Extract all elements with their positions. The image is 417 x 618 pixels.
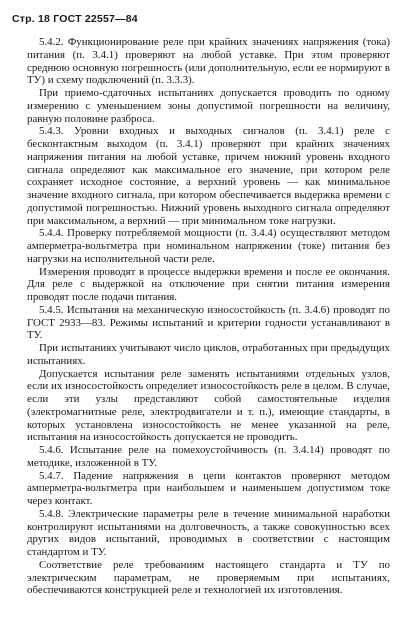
paragraph-acceptance-tests: При приемо-сдаточных испытаниях допускается проводить по одному измерению с уменьшением зоны допустимой погрешности на величину, равную половине разброса. (27, 87, 390, 125)
paragraph-cycles: При испытаниях учитывают число циклов, отработанных при предыдущих испытаниях. (27, 342, 390, 367)
paragraph-measurements: Измерения проводят в процессе выдержки времени и после ее окончания. Для реле с выдержкой на отключение при снятии питания измерения проводят после подачи питания. (27, 265, 390, 303)
paragraph-5-4-2: 5.4.2. Функционирование реле при крайних значениях напряжения (тока) питания (п. 3.4.1) проверяют на любой уставке. При этом проверяют среднюю основную погрешность (или дополнительную, если ее нормируют в ТУ) и схему подключений (п. 3.3.3). (27, 36, 390, 87)
paragraph-5-4-7: 5.4.7. Падение напряжения в цепи контактов проверяют методом амперметра-вольтметра при наибольшем и наименьшем допустимом токе через контакт. (27, 469, 390, 507)
paragraph-5-4-8: 5.4.8. Электрические параметры реле в течение минимальной наработки контролируют испытаниями на долговечность, а также совокупностью всех других видов испытаний, проводимых в соответствии с настоящим стандартом и ТУ. (27, 507, 390, 558)
standard-id: ГОСТ 22557—84 (53, 13, 138, 25)
page-number: Стр. 18 (12, 13, 51, 25)
paragraph-units-replacement: Допускается испытания реле заменять испытаниями отдельных узлов, если их износостойкость определяет износостойкость реле в целом. В случае, если эти узлы представляют собой самостоятельные изделия (электромагнитные реле, электродвигатели и т. п.), имеющие стандарты, в которых установлена износостойкость не менее указанной на реле, испытания на износостойкость допускается не проводить. (27, 367, 390, 444)
paragraph-5-4-6: 5.4.6. Испытание реле на помехоустойчивость (п. 3.4.14) проводят по методике, изложенной в ТУ. (27, 444, 390, 469)
paragraph-5-4-4: 5.4.4. Проверку потребляемой мощности (п. 3.4.4) осуществляют методом амперметра-вольтметра при номинальном напряжении (токе) питания без нагрузки на исполнительной части реле. (27, 227, 390, 265)
paragraph-conformity: Соответствие реле требованиям настоящего стандарта и ТУ по электрическим параметрам, не проверяемым при испытаниях, обеспечиваются конструкцией реле и технологией их изготовления. (27, 558, 390, 597)
page-header (12, 13, 138, 25)
paragraph-5-4-5: 5.4.5. Испытания на механическую износостойкость (п. 3.4.6) проводят по ГОСТ 2933—83. Режимы испытаний и критерии годности устанавливают в ТУ. (27, 303, 390, 342)
body-text (27, 36, 390, 597)
paragraph-5-4-3: 5.4.3. Уровни входных и выходных сигналов (п. 3.4.1) реле с бесконтактным выходом (п. 3.4.1) проверяют при крайних значениях напряжения питания на любой уставке, причем нижний уровень входного сигнала определяют как максимальное его значение, при котором реле сохраняет исходное состояние, а верхний уровень — как минимальное значение входного сигнала, при котором обеспечивается выдержка времени с допустимой погрешностью. Нижний уровень выходного сигнала определяют при максимальном, а верхний — при минимальном токе нагрузки. (27, 125, 390, 227)
